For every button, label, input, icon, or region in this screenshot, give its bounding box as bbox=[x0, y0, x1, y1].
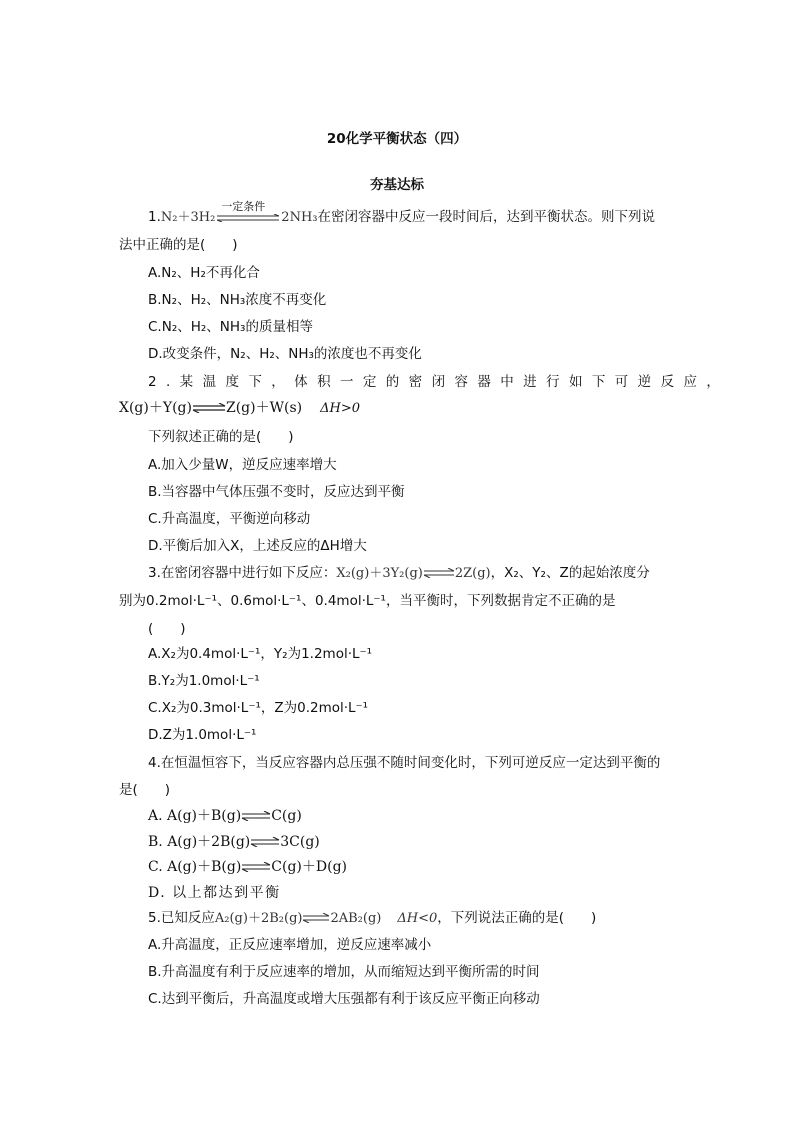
q3-option-d: D.Z为1.0mol·L⁻¹ bbox=[148, 727, 257, 743]
page-title: 20化学平衡状态（四） bbox=[326, 131, 468, 147]
q3-option-b: B.Y₂为1.0mol·L⁻¹ bbox=[148, 673, 260, 689]
question-2-stem-line-2: 下列叙述正确的是( ) bbox=[148, 429, 294, 445]
q5-equilibrium-arrow bbox=[302, 913, 330, 923]
q2-option-a: A.加入少量W，逆反应速率增大 bbox=[148, 457, 337, 473]
q1-equation-right: 2NH₃ bbox=[281, 210, 318, 225]
section-heading: 夯基达标 bbox=[370, 177, 424, 193]
question-5-stem: 5.已知反应A₂(g)＋2B₂(g) 2AB₂(g) ΔH<0，下列说法正确的是( ) bbox=[148, 910, 597, 926]
question-3-stem-line-3: ( ) bbox=[148, 621, 186, 637]
q4-option-d: D. 以上都达到平衡 bbox=[148, 885, 281, 901]
q5-enthalpy: ΔH<0 bbox=[397, 911, 438, 926]
q2-enthalpy: ΔH>0 bbox=[320, 401, 360, 416]
q4b-equilibrium-arrow bbox=[250, 837, 280, 847]
question-4-stem-line-2: 是( ) bbox=[119, 782, 171, 798]
q1-option-a: A.N₂、H₂不再化合 bbox=[148, 265, 260, 281]
q4c-equilibrium-arrow bbox=[241, 862, 271, 872]
question-1-stem-line-2: 法中正确的是( ) bbox=[119, 237, 238, 253]
q5-equation-left: A₂(g)＋2B₂(g) bbox=[214, 911, 303, 926]
q4-option-b: B. A(g)＋2B(g) 3C(g) bbox=[148, 834, 320, 850]
question-4-stem-line-1: 4.在恒温恒容下，当反应容器内总压强不随时间变化时，下列可逆反应一定达到平衡的 bbox=[148, 755, 661, 771]
q5-equation-right: 2AB₂(g) bbox=[330, 911, 382, 926]
q3-equation-left: X₂(g)＋3Y₂(g) bbox=[336, 566, 423, 581]
q1-reaction-condition: 一定条件 bbox=[221, 200, 266, 213]
q2-option-c: C.升高温度，平衡逆向移动 bbox=[148, 511, 311, 527]
q1-equilibrium-arrow bbox=[215, 200, 281, 226]
q3-equation-right: 2Z(g) bbox=[454, 566, 491, 581]
q1-option-b: B.N₂、H₂、NH₃浓度不再变化 bbox=[148, 292, 327, 308]
question-2-equation bbox=[119, 399, 360, 418]
question-2-stem-line-1: 2.某温度下，体积一定的密闭容器中进行如下可逆反应， bbox=[148, 374, 730, 390]
q2-equation-left: X(g)＋Y(g) bbox=[119, 400, 192, 416]
question-3-stem-line-2: 别为0.2mol·L⁻¹、0.6mol·L⁻¹、0.4mol·L⁻¹，当平衡时，下列数据肯定不正确的是 bbox=[119, 593, 616, 609]
q4-option-a: A. A(g)＋B(g) C(g) bbox=[148, 808, 302, 824]
q4a-equilibrium-arrow bbox=[241, 811, 271, 821]
q3-equilibrium-arrow bbox=[423, 568, 455, 578]
q1-option-d: D.改变条件，N₂、H₂、NH₃的浓度也不再变化 bbox=[148, 346, 422, 362]
q2-equation-right: Z(g)＋W(s) bbox=[225, 400, 303, 416]
q3-option-c: C.X₂为0.3mol·L⁻¹，Z为0.2mol·L⁻¹ bbox=[148, 700, 369, 716]
question-1-stem-line-1: 1.N₂＋3H₂ 一定条件 2NH₃在密闭容器中反应一段时间后，达到平衡状态。则下列说 bbox=[148, 200, 655, 225]
q5-option-c: C.达到平衡后，升高温度或增大压强都有利于该反应平衡正向移动 bbox=[148, 991, 540, 1007]
question-3-stem-line-1: 3.在密闭容器中进行如下反应：X₂(g)＋3Y₂(g) 2Z(g)，X₂、Y₂、Z的起始浓度分 bbox=[148, 565, 650, 581]
q5-option-b: B.升高温度有利于反应速率的增加，从而缩短达到平衡所需的时间 bbox=[148, 964, 540, 980]
q2-equilibrium-arrow bbox=[192, 403, 226, 413]
q4-option-c: C. A(g)＋B(g) C(g)＋D(g) bbox=[148, 859, 348, 875]
q2-option-b: B.当容器中气体压强不变时，反应达到平衡 bbox=[148, 484, 405, 500]
q5-option-a: A.升高温度，正反应速率增加，逆反应速率减小 bbox=[148, 937, 432, 953]
q2-option-d: D.平衡后加入X，上述反应的ΔH增大 bbox=[148, 538, 367, 554]
q1-option-c: C.N₂、H₂、NH₃的质量相等 bbox=[148, 319, 313, 335]
q1-equation-left: N₂＋3H₂ bbox=[160, 210, 216, 225]
q3-option-a: A.X₂为0.4mol·L⁻¹，Y₂为1.2mol·L⁻¹ bbox=[148, 646, 373, 662]
